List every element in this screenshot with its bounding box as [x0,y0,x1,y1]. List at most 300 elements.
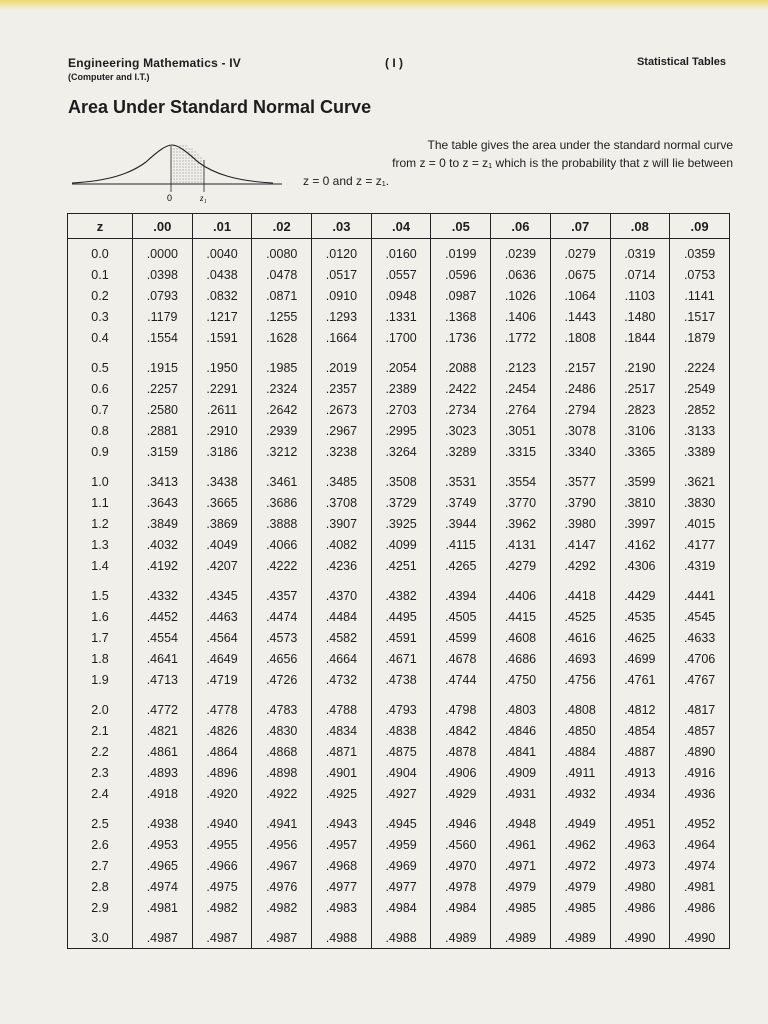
area-value-cell: .4474 [252,606,312,627]
area-value-cell: .4608 [491,627,551,648]
area-value-cell: .4236 [312,555,372,576]
z-value-cell: 2.8 [68,876,133,897]
z-value-cell: 2.1 [68,720,133,741]
area-value-cell: .1664 [312,327,372,348]
area-value-cell: .4904 [371,762,431,783]
area-value-cell: .4927 [371,783,431,804]
spacer-cell [133,576,193,585]
area-value-cell: .3790 [550,492,610,513]
area-value-cell: .4082 [312,534,372,555]
area-value-cell: .4778 [192,699,252,720]
area-value-cell: .4382 [371,585,431,606]
area-value-cell: .4406 [491,585,551,606]
spacer-cell [371,804,431,813]
area-value-cell: .4918 [133,783,193,804]
column-header: .05 [431,214,491,239]
area-value-cell: .1064 [550,285,610,306]
area-value-cell: .4279 [491,555,551,576]
area-value-cell: .0279 [550,239,610,265]
area-value-cell: .4974 [670,855,730,876]
spacer-cell [371,690,431,699]
area-value-cell: .3621 [670,471,730,492]
area-value-cell: .3264 [371,441,431,462]
area-value-cell: .4984 [431,897,491,918]
area-value-cell: .4968 [312,855,372,876]
area-value-cell: .0000 [133,239,193,265]
area-value-cell: .2967 [312,420,372,441]
area-value-cell: .4868 [252,741,312,762]
area-value-cell: .3962 [491,513,551,534]
area-value-cell: .3643 [133,492,193,513]
area-value-cell: .4982 [192,897,252,918]
spacer-cell [68,348,133,357]
group-spacer [68,348,730,357]
area-value-cell: .4686 [491,648,551,669]
area-value-cell: .4861 [133,741,193,762]
area-value-cell: .4625 [610,627,670,648]
area-value-cell: .4982 [252,897,312,918]
table-row [68,420,730,441]
z-value-cell: 1.1 [68,492,133,513]
area-value-cell: .1026 [491,285,551,306]
area-value-cell: .2517 [610,378,670,399]
area-value-cell: .1915 [133,357,193,378]
spacer-cell [491,348,551,357]
table-row [68,783,730,804]
area-value-cell: .3078 [550,420,610,441]
area-value-cell: .3830 [670,492,730,513]
column-header: .09 [670,214,730,239]
area-value-cell: .3925 [371,513,431,534]
area-value-cell: .1179 [133,306,193,327]
area-value-cell: .1480 [610,306,670,327]
area-value-cell: .2734 [431,399,491,420]
area-value-cell: .3577 [550,471,610,492]
z-value-cell: 0.5 [68,357,133,378]
area-value-cell: .4495 [371,606,431,627]
area-value-cell: .0987 [431,285,491,306]
area-value-cell: .2324 [252,378,312,399]
table-row [68,357,730,378]
area-value-cell: .2019 [312,357,372,378]
area-value-cell: .4713 [133,669,193,690]
area-value-cell: .4901 [312,762,372,783]
area-value-cell: .3413 [133,471,193,492]
spacer-cell [431,918,491,927]
z-value-cell: 2.7 [68,855,133,876]
area-value-cell: .4817 [670,699,730,720]
table-row [68,378,730,399]
area-value-cell: .2190 [610,357,670,378]
area-value-cell: .0753 [670,264,730,285]
column-header: .00 [133,214,193,239]
area-value-cell: .3869 [192,513,252,534]
area-value-cell: .4969 [371,855,431,876]
area-value-cell: .4951 [610,813,670,834]
table-row [68,699,730,720]
area-value-cell: .4830 [252,720,312,741]
spacer-cell [670,804,730,813]
spacer-cell [371,462,431,471]
area-value-cell: .3849 [133,513,193,534]
spacer-cell [431,690,491,699]
area-value-cell: .1443 [550,306,610,327]
area-value-cell: .4066 [252,534,312,555]
table-row [68,606,730,627]
area-value-cell: .1985 [252,357,312,378]
area-value-cell: .0040 [192,239,252,265]
area-value-cell: .3238 [312,441,372,462]
area-value-cell: .2794 [550,399,610,420]
spacer-cell [550,462,610,471]
area-value-cell: .4649 [192,648,252,669]
area-value-cell: .3212 [252,441,312,462]
area-value-cell: .3159 [133,441,193,462]
area-value-cell: .0910 [312,285,372,306]
area-value-cell: .4987 [133,927,193,949]
spacer-cell [371,918,431,927]
z-value-cell: 2.2 [68,741,133,762]
area-value-cell: .4978 [431,876,491,897]
z-value-cell: 1.8 [68,648,133,669]
area-value-cell: .4896 [192,762,252,783]
z-value-cell: 0.9 [68,441,133,462]
spacer-cell [133,804,193,813]
table-row [68,555,730,576]
area-value-cell: .4798 [431,699,491,720]
area-value-cell: .3051 [491,420,551,441]
spacer-cell [491,804,551,813]
area-value-cell: .4591 [371,627,431,648]
area-value-cell: .2357 [312,378,372,399]
area-value-cell: .4177 [670,534,730,555]
area-value-cell: .3023 [431,420,491,441]
area-value-cell: .4977 [371,876,431,897]
table-row [68,762,730,783]
area-value-cell: .2389 [371,378,431,399]
spacer-cell [550,348,610,357]
area-value-cell: .4484 [312,606,372,627]
area-value-cell: .2054 [371,357,431,378]
normal-curve-figure [68,130,298,206]
area-value-cell: .4989 [491,927,551,949]
z-value-cell: 2.3 [68,762,133,783]
table-row [68,264,730,285]
area-value-cell: .4966 [192,855,252,876]
area-value-cell: .3749 [431,492,491,513]
area-value-cell: .4032 [133,534,193,555]
table-row [68,855,730,876]
area-value-cell: .4979 [550,876,610,897]
area-value-cell: .3133 [670,420,730,441]
area-value-cell: .4222 [252,555,312,576]
column-header: .01 [192,214,252,239]
area-value-cell: .4192 [133,555,193,576]
area-value-cell: .2611 [192,399,252,420]
area-value-cell: .2422 [431,378,491,399]
area-value-cell: .4582 [312,627,372,648]
spacer-cell [431,576,491,585]
area-value-cell: .4971 [491,855,551,876]
area-value-cell: .3980 [550,513,610,534]
area-value-cell: .4706 [670,648,730,669]
area-value-cell: .1628 [252,327,312,348]
table-row [68,927,730,949]
area-value-cell: .2157 [550,357,610,378]
area-value-cell: .2642 [252,399,312,420]
table-row [68,239,730,265]
spacer-cell [610,462,670,471]
z1-label: z₁ [200,193,207,203]
area-value-cell: .1103 [610,285,670,306]
area-value-cell: .3708 [312,492,372,513]
area-value-cell: .4719 [192,669,252,690]
group-spacer [68,690,730,699]
area-value-cell: .4545 [670,606,730,627]
area-value-cell: .4441 [670,585,730,606]
area-value-cell: .4884 [550,741,610,762]
area-value-cell: .4962 [550,834,610,855]
spacer-cell [550,690,610,699]
area-value-cell: .4573 [252,627,312,648]
area-value-cell: .4965 [133,855,193,876]
area-value-cell: .4945 [371,813,431,834]
area-value-cell: .1406 [491,306,551,327]
table-row [68,327,730,348]
area-value-cell: .4864 [192,741,252,762]
area-value-cell: .3365 [610,441,670,462]
area-value-cell: .4972 [550,855,610,876]
z-value-cell: 0.6 [68,378,133,399]
spacer-cell [252,462,312,471]
area-value-cell: .4990 [670,927,730,949]
area-value-cell: .4989 [431,927,491,949]
area-value-cell: .4983 [312,897,372,918]
area-value-cell: .0199 [431,239,491,265]
area-value-cell: .4332 [133,585,193,606]
section-label: Statistical Tables [636,56,726,68]
area-value-cell: .4772 [133,699,193,720]
shaded-area [171,145,204,185]
area-value-cell: .1255 [252,306,312,327]
z-value-cell: 1.7 [68,627,133,648]
spacer-cell [192,918,252,927]
table-row [68,741,730,762]
area-value-cell: .4808 [550,699,610,720]
spacer-cell [491,918,551,927]
area-value-cell: .4949 [550,813,610,834]
area-value-cell: .3438 [192,471,252,492]
area-value-cell: .4560 [431,834,491,855]
spacer-cell [670,462,730,471]
spacer-cell [670,918,730,927]
area-value-cell: .0080 [252,239,312,265]
spacer-cell [133,462,193,471]
area-value-cell: .3389 [670,441,730,462]
area-value-cell: .4693 [550,648,610,669]
area-value-cell: .0793 [133,285,193,306]
area-value-cell: .2291 [192,378,252,399]
area-value-cell: .2852 [670,399,730,420]
spacer-cell [371,348,431,357]
area-value-cell: .1293 [312,306,372,327]
spacer-cell [133,690,193,699]
spacer-cell [610,690,670,699]
page-title: Area Under Standard Normal Curve [68,97,372,117]
spacer-cell [252,918,312,927]
area-value-cell: .1368 [431,306,491,327]
spacer-cell [312,462,372,471]
column-header-z: z [68,214,133,239]
spacer-cell [610,804,670,813]
area-value-cell: .4147 [550,534,610,555]
area-value-cell: .3315 [491,441,551,462]
description-line-3: z = 0 and z = z₁. [303,174,390,188]
area-value-cell: .4756 [550,669,610,690]
area-value-cell: .4929 [431,783,491,804]
area-value-cell: .3770 [491,492,551,513]
area-value-cell: .4975 [192,876,252,897]
area-value-cell: .4345 [192,585,252,606]
origin-label: 0 [167,193,173,203]
spacer-cell [312,804,372,813]
spacer-cell [491,462,551,471]
area-value-cell: .4973 [610,855,670,876]
area-value-cell: .4911 [550,762,610,783]
area-value-cell: .2123 [491,357,551,378]
area-value-cell: .4306 [610,555,670,576]
table-row [68,471,730,492]
area-value-cell: .0438 [192,264,252,285]
area-value-cell: .2703 [371,399,431,420]
table-row [68,513,730,534]
description [303,136,733,190]
z-value-cell: 0.4 [68,327,133,348]
spacer-cell [312,576,372,585]
area-value-cell: .4678 [431,648,491,669]
area-value-cell: .4984 [371,897,431,918]
column-header: .03 [312,214,372,239]
area-value-cell: .2939 [252,420,312,441]
area-value-cell: .0948 [371,285,431,306]
area-value-cell: .4952 [670,813,730,834]
area-value-cell: .3944 [431,513,491,534]
area-value-cell: .1772 [491,327,551,348]
table-row [68,399,730,420]
table-row [68,306,730,327]
area-value-cell: .4251 [371,555,431,576]
area-value-cell: .4525 [550,606,610,627]
area-value-cell: .3186 [192,441,252,462]
spacer-cell [68,690,133,699]
table-row [68,585,730,606]
area-value-cell: .4987 [192,927,252,949]
area-value-cell: .4841 [491,741,551,762]
area-value-cell: .4750 [491,669,551,690]
area-value-cell: .4394 [431,585,491,606]
area-value-cell: .4732 [312,669,372,690]
area-value-cell: .1217 [192,306,252,327]
table-row [68,669,730,690]
area-value-cell: .4049 [192,534,252,555]
spacer-cell [610,348,670,357]
area-value-cell: .4916 [670,762,730,783]
area-value-cell: .1517 [670,306,730,327]
area-value-cell: .4980 [610,876,670,897]
area-value-cell: .2995 [371,420,431,441]
column-header: .08 [610,214,670,239]
z-value-cell: 0.7 [68,399,133,420]
area-value-cell: .4946 [431,813,491,834]
area-value-cell: .4357 [252,585,312,606]
area-value-cell: .4599 [431,627,491,648]
area-value-cell: .2580 [133,399,193,420]
area-value-cell: .4838 [371,720,431,741]
area-value-cell: .4131 [491,534,551,555]
area-value-cell: .4878 [431,741,491,762]
area-value-cell: .4932 [550,783,610,804]
area-value-cell: .4943 [312,813,372,834]
z-value-cell: 2.5 [68,813,133,834]
area-value-cell: .1844 [610,327,670,348]
area-value-cell: .4906 [431,762,491,783]
z-value-cell: 0.2 [68,285,133,306]
area-value-cell: .4981 [670,876,730,897]
area-value-cell: .4940 [192,813,252,834]
area-value-cell: .4370 [312,585,372,606]
area-value-cell: .2224 [670,357,730,378]
spacer-cell [431,804,491,813]
group-spacer [68,576,730,585]
spacer-cell [68,918,133,927]
area-value-cell: .4976 [252,876,312,897]
area-value-cell: .3888 [252,513,312,534]
area-value-cell: .0359 [670,239,730,265]
area-value-cell: .1700 [371,327,431,348]
area-value-cell: .0832 [192,285,252,306]
area-value-cell: .4893 [133,762,193,783]
area-value-cell: .2673 [312,399,372,420]
area-value-cell: .2549 [670,378,730,399]
area-value-cell: .3531 [431,471,491,492]
spacer-cell [610,918,670,927]
area-value-cell: .4726 [252,669,312,690]
area-value-cell: .3106 [610,420,670,441]
table-row [68,534,730,555]
area-value-cell: .4535 [610,606,670,627]
area-value-cell: .4854 [610,720,670,741]
z-value-cell: 0.8 [68,420,133,441]
area-value-cell: .0239 [491,239,551,265]
z-value-cell: 2.9 [68,897,133,918]
area-value-cell: .4115 [431,534,491,555]
area-value-cell: .4934 [610,783,670,804]
area-value-cell: .4857 [670,720,730,741]
table-row [68,813,730,834]
area-value-cell: .4961 [491,834,551,855]
area-value-cell: .4988 [312,927,372,949]
spacer-cell [252,804,312,813]
table-header-row [68,214,730,239]
area-value-cell: .4699 [610,648,670,669]
area-value-cell: .4826 [192,720,252,741]
area-value-cell: .4452 [133,606,193,627]
spacer-cell [431,462,491,471]
area-value-cell: .2257 [133,378,193,399]
area-value-cell: .4842 [431,720,491,741]
column-header: .07 [550,214,610,239]
area-value-cell: .4292 [550,555,610,576]
